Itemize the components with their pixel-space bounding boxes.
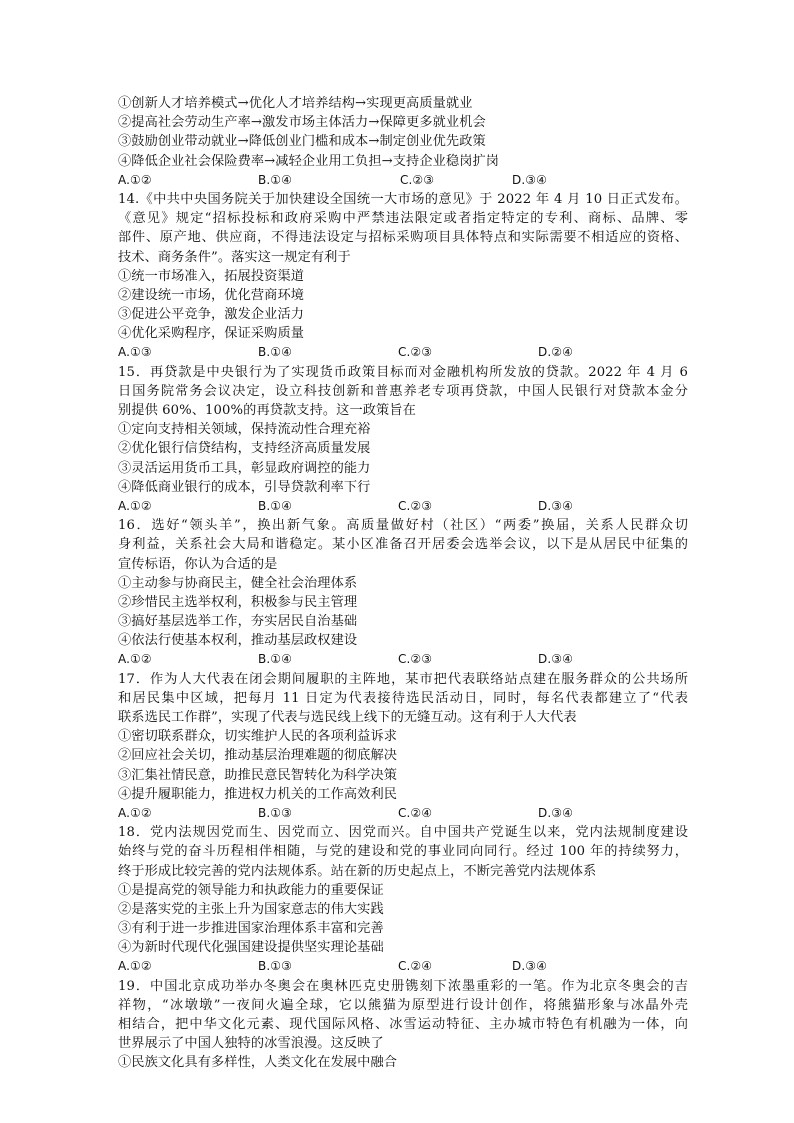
q13-option-2: ②提高社会劳动生产率→激发市场主体活力→保障更多就业机会 [118,115,486,131]
q17-stem-line-1: 17．作为人大代表在闭会期间履职的主阵地，某市把代表联络站点建在服务群众的公共场所 [118,671,688,687]
q16-option-1: ①主动参与协商民主，健全社会治理体系 [118,575,358,591]
q15-option-1: ①定向支持相关领域，保持流动性合理充裕 [118,422,371,438]
q14-option-2: ②建设统一市场，优化营商环境 [118,287,305,303]
q14-choice-c: C.②③ [398,345,433,360]
q14-stem-line-3: 部件、原产地、供应商，不得违法设定与招标采购项目具体特点和实际需要不相适应的资格、 [118,230,688,246]
q17-choice-c: C.②④ [398,805,433,820]
question-13 [118,94,688,190]
q16-option-2: ②珍惜民主选举权利，积极参与民主管理 [118,594,358,610]
q13-choice-a: A.①② [118,172,152,187]
q17-choice-d: D.③④ [538,805,573,820]
q16-choice-b: B.①④ [258,652,292,667]
q15-stem-line-3: 别提供 60%、100%的再贷款支持。这一政策旨在 [118,403,416,418]
q18-stem-line-3: 终于形成比较完善的党内法规体系。站在新的历史起点上，不断完善党内法规体系 [118,863,597,879]
q19-stem-line-1: 19．中国北京成功举办冬奥会在奥林匹克史册镌刻下浓墨重彩的一笔。作为北京冬奥会的吉 [118,978,688,994]
q18-stem-line-2: 始终与党的奋斗历程相伴相随，与党的建设和党的事业同向同行。经过 100 年的持续努力， [118,844,688,860]
q18-option-4: ④为新时代现代化强国建设提供坚实理论基础 [118,940,384,956]
q18-option-2: ②是落实党的主张上升为国家意志的伟大实践 [118,901,384,917]
q15-stem-line-1: 15．再贷款是中央银行为了实现货币政策目标而对金融机构所发放的贷款。2022 年 4 月 6 [118,364,688,380]
q15-choices [118,497,688,516]
q13-option-1: ①创新人才培养模式→优化人才培养结构→实现更高质量就业 [118,96,473,111]
q13-option-4: ④降低企业社会保险费率→减轻企业用工负担→支持企业稳岗扩岗 [118,153,500,169]
q16-choice-d: D.③④ [538,652,573,667]
q17-stem-line-3: 联系选民工作群”，实现了代表与选民线上线下的无缝互动。这有利于人大代表 [118,710,577,725]
q17-option-2: ②回应社会关切，推动基层治理难题的彻底解决 [118,748,398,764]
q14-stem-line-4: 技术、商务条件”。落实这一规定有利于 [118,249,351,265]
q15-choice-b: B.①④ [258,498,292,513]
q16-stem-line-3: 宣传标语，你认为合适的是 [118,556,278,572]
q18-choice-b: B.①③ [258,959,292,974]
q15-choice-a: A.①② [118,498,152,513]
q17-option-1: ①密切联系群众，切实维护人民的各项利益诉求 [118,729,398,745]
q19-option-1: ①民族文化具有多样性，人类文化在发展中融合 [118,1055,398,1071]
question-19 [118,977,688,1073]
q15-choice-c: C.②③ [398,498,433,513]
q16-option-3: ③搞好基层选举工作，夯实居民自治基础 [118,614,358,630]
q17-choice-b: B.①③ [258,805,292,820]
q13-choices [118,171,688,190]
q17-choices [118,804,688,823]
q15-stem-line-2: 日国务院常务会议决定，设立科技创新和普惠养老专项再贷款，中国人民银行对贷款本金分 [118,383,688,399]
q15-option-3: ③灵活运用货币工具，彰显政府调控的能力 [118,460,371,476]
q16-choice-c: C.②③ [398,652,433,667]
exam-page [118,94,688,1073]
q16-choice-a: A.①② [118,652,152,667]
q19-stem-line-3: 相结合，把中华文化元素、现代国际风格、冰雪运动特征、主办城市特色有机融为一体，向 [118,1017,688,1032]
question-17 [118,670,688,824]
q16-choices [118,650,688,669]
q18-choice-d: D.③④ [512,959,547,974]
q16-stem-line-1: 16．选好“领头羊”，换出新气象。高质量做好村（社区）“两委”换届，关系人民群众切 [118,518,688,534]
q14-option-3: ③促进公平竞争，激发企业活力 [118,307,305,323]
q18-stem-line-1: 18．党内法规因党而生、因党而立、因党而兴。自中国共产党诞生以来，党内法规制度建设 [118,825,688,841]
q13-choice-c: C.②③ [400,172,435,187]
q13-choice-b: B.①④ [258,172,292,187]
q16-option-4: ④依法行使基本权利，推动基层政权建设 [118,633,358,649]
q17-option-3: ③汇集社情民意，助推民意民智转化为科学决策 [118,767,398,783]
q18-option-3: ③有利于进一步推进国家治理体系丰富和完善 [118,921,384,937]
q17-stem-line-2: 和居民集中区域，把每月 11 日定为代表接待选民活动日，同时，每名代表都建立了“代表 [118,690,688,706]
q14-choices [118,343,688,362]
q19-stem-line-4: 世界展示了中国人独特的冰雪浪漫。这反映了 [118,1036,384,1052]
q14-stem-line-1: 14.《中共中央国务院关于加快建设全国统一大市场的意见》于 2022 年 4 月 10 日正式发布。 [118,191,688,207]
question-15 [118,363,688,517]
q14-choice-a: A.①③ [118,345,152,360]
q14-option-1: ①统一市场准入，拓展投资渠道 [118,268,305,284]
q15-option-2: ②优化银行信贷结构，支持经济高质量发展 [118,441,371,457]
q14-option-4: ④优化采购程序，保证采购质量 [118,326,305,342]
q16-stem-line-2: 身利益，关系社会大局和谐稳定。某小区准备召开居委会选举会议，以下是从居民中征集的 [118,537,688,553]
q13-option-3: ③鼓励创业带动就业→降低创业门槛和成本→制定创业优先政策 [118,134,486,150]
q14-choice-b: B.①④ [258,345,292,360]
q18-choice-c: C.②④ [398,959,433,974]
q18-option-1: ①是提高党的领导能力和执政能力的重要保证 [118,882,384,898]
q15-choice-d: D.③④ [538,498,573,513]
q18-choices [118,957,688,976]
q18-choice-a: A.①② [118,959,152,974]
question-16 [118,516,688,670]
q17-choice-a: A.①② [118,805,152,820]
q15-option-4: ④降低商业银行的成本，引导贷款利率下行 [118,479,371,495]
q14-choice-d: D.②④ [538,345,573,360]
q19-stem-line-2: 祥物，“冰墩墩”一夜间火遍全球，它以熊猫为原型进行设计创作，将熊猫形象与冰晶外壳 [118,997,688,1013]
question-14 [118,190,688,363]
q13-choice-d: D.③④ [512,172,547,187]
q14-stem-line-2: 《意见》规定“招标投标和政府采购中严禁违法限定或者指定特定的专利、商标、品牌、零 [118,211,688,227]
q17-option-4: ④提升履职能力，推进权力机关的工作高效利民 [118,786,398,802]
question-18 [118,823,688,977]
